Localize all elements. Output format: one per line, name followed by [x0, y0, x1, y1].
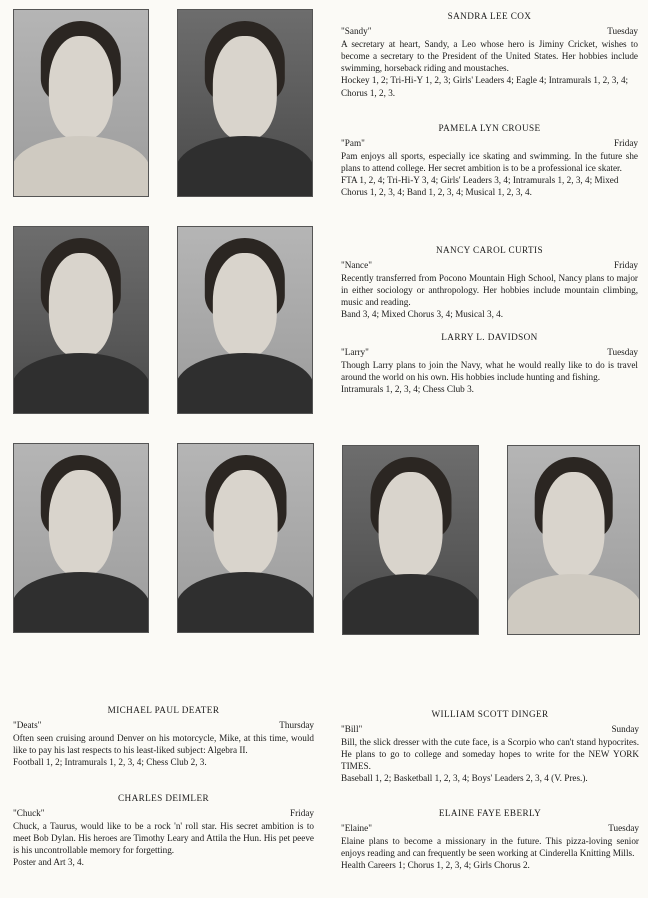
activities-text: Football 1, 2; Intramurals 1, 2, 3, 4; Chess Club 2, 3. [13, 757, 207, 768]
student-name: LARRY L. DAVIDSON [441, 332, 538, 342]
bio-text: Recently transferred from Pocono Mountain High School, Nancy plans to major in either sociology or anthropology. Her hobbies include mountain climbing, music and reading. [341, 272, 638, 308]
day: Tuesday [608, 823, 639, 834]
bio-text: Bill, the slick dresser with the cute face, is a Scorpio who can't stand hypocrites. He plans to go to college and someday hopes to write for the NEW YORK TIMES. [341, 736, 639, 772]
activities-text: FTA 1, 2, 4; Tri-Hi-Y 3, 4; Girls' Leaders 3, 4; Intramurals 1, 2, 3, 4; Mixed Chorus 1, 2, 3, 4; Band 1, 2, 3, 4; Musical 1, 2, 3, 4. [341, 175, 619, 198]
nickname-line [341, 137, 638, 149]
portrait-face [542, 472, 605, 577]
activities-text: Health Careers 1; Chorus 1, 2, 3, 4; Girls Chorus 2. [341, 860, 530, 871]
portrait-body [177, 572, 314, 633]
entry-william-dinger [341, 708, 639, 785]
portrait-elaine-eberly [507, 445, 640, 635]
portrait-body [13, 353, 149, 414]
portrait-sandra-cox [13, 9, 149, 197]
portrait-face [213, 36, 277, 140]
bio-text: Chuck, a Taurus, would like to be a rock 'n' roll star. His secret ambition is to meet Bob Dylan. His heroes are Timothy Leary and Attila the Hun. His pet peeve is his uncontrollable memory for forgetting. [13, 820, 314, 856]
student-name: NANCY CAROL CURTIS [435, 245, 544, 255]
portrait-charles-deimler [177, 443, 314, 633]
portrait-larry-davidson [177, 226, 313, 414]
entry-michael-deater [13, 704, 314, 768]
entry-nancy-curtis [341, 244, 638, 321]
nickname: "Deats" [13, 720, 42, 731]
bio-text: Though Larry plans to join the Navy, what he would really like to do is travel around the world on his own. His hobbies include hunting and fishing. [341, 359, 638, 382]
portrait-face [213, 253, 277, 357]
entry-pamela-crouse [341, 122, 638, 199]
student-name: CHARLES DEIMLER [118, 793, 209, 803]
day: Tuesday [607, 26, 638, 37]
nickname-line [341, 259, 638, 271]
activities-text: Band 3, 4; Mixed Chorus 3, 4; Musical 3, 4. [341, 309, 504, 320]
portrait-face [49, 470, 113, 575]
portrait-body [13, 572, 149, 633]
nickname-line [13, 807, 314, 819]
activities-text: Intramurals 1, 2, 3, 4; Chess Club 3. [341, 384, 474, 395]
bio-text: Pam enjoys all sports, especially ice skating and swimming. In the future she plans to attend college. Her secret ambition is to be a professional ice skater. [341, 150, 638, 173]
portrait-body [177, 136, 313, 197]
nickname: "Larry" [341, 347, 369, 358]
student-name: SANDRA LEE COX [447, 11, 532, 21]
portrait-pamela-crouse [177, 9, 313, 197]
portrait-michael-deater [13, 443, 149, 633]
student-name: WILLIAM SCOTT DINGER [431, 709, 549, 719]
day: Friday [290, 808, 314, 819]
nickname-line [341, 346, 638, 358]
entry-larry-davidson [341, 331, 638, 395]
entry-charles-deimler [13, 792, 314, 869]
nickname: "Sandy" [341, 26, 372, 37]
portrait-face [49, 36, 113, 140]
day: Thursday [279, 720, 314, 731]
bio-text: Often seen cruising around Denver on his motorcycle, Mike, at this time, would like to pay his last respects to his least-liked subject: Algebra II. [13, 732, 314, 755]
nickname: "Chuck" [13, 808, 45, 819]
portrait-body [507, 574, 640, 635]
portrait-face [378, 472, 443, 577]
portrait-body [13, 136, 149, 197]
activities-text: Hockey 1, 2; Tri-Hi-Y 1, 2, 3; Girls' Leaders 4; Eagle 4; Intramurals 1, 2, 3, 4; Chorus 1, 2, 3. [341, 75, 629, 98]
portrait-william-dinger [342, 445, 479, 635]
nickname: "Pam" [341, 138, 365, 149]
activities-text: Poster and Art 3, 4. [13, 857, 84, 868]
nickname: "Elaine" [341, 823, 372, 834]
portrait-face [49, 253, 113, 357]
bio-text: A secretary at heart, Sandy, a Leo whose hero is Jiminy Cricket, wishes to become a secretary to the President of the United States. Her hobbies include swimming, horseback riding and moustaches. [341, 38, 638, 74]
nickname-line [341, 25, 638, 37]
portrait-nancy-curtis [13, 226, 149, 414]
day: Friday [614, 260, 638, 271]
student-name: ELAINE FAYE EBERLY [438, 808, 542, 818]
portrait-body [342, 574, 479, 635]
activities-text: Baseball 1, 2; Basketball 1, 2, 3, 4; Boys' Leaders 2, 3, 4 (V. Pres.). [341, 773, 588, 784]
portrait-body [177, 353, 313, 414]
nickname: "Bill" [341, 724, 363, 735]
nickname-line [13, 719, 314, 731]
entry-elaine-eberly [341, 807, 639, 871]
day: Friday [614, 138, 638, 149]
nickname-line [341, 723, 639, 735]
student-name: MICHAEL PAUL DEATER [107, 705, 220, 715]
nickname-line [341, 822, 639, 834]
entry-sandra-cox [341, 10, 638, 99]
nickname: "Nance" [341, 260, 372, 271]
bio-text: Elaine plans to become a missionary in the future. This pizza-loving senior enjoys reading and can frequently be seen working at Cinderella Knitting Mills. [341, 835, 639, 858]
student-name: PAMELA LYN CROUSE [438, 123, 541, 133]
portrait-face [213, 470, 278, 575]
day: Sunday [611, 724, 639, 735]
day: Tuesday [607, 347, 638, 358]
